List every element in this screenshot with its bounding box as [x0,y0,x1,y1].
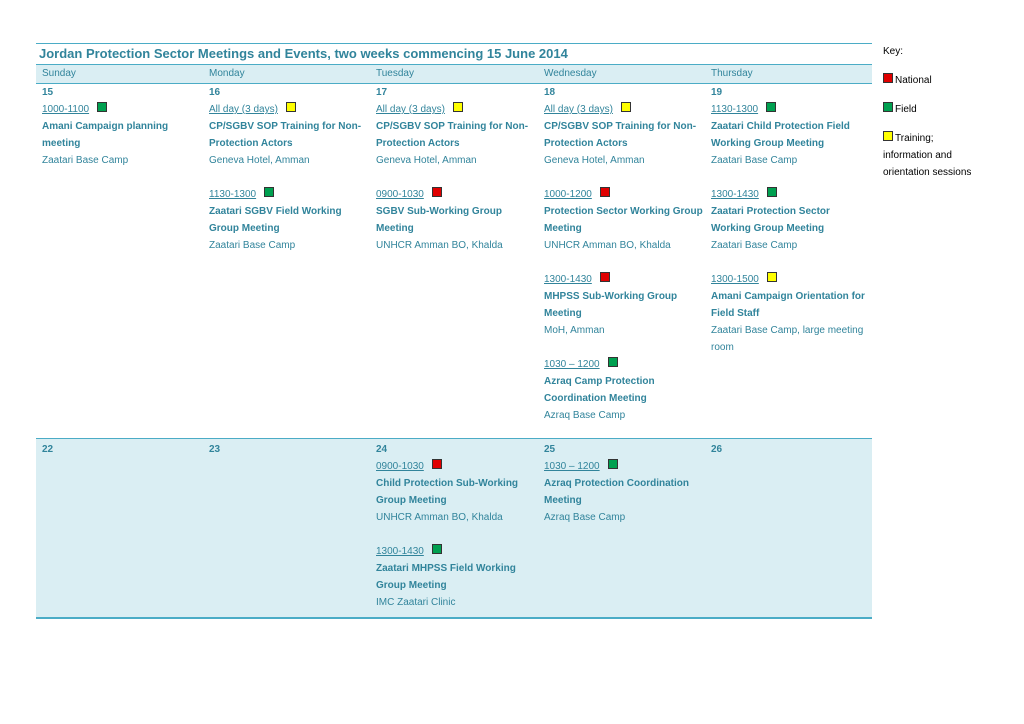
event-time-link[interactable]: 0900-1030 [376,461,424,472]
event-time-link[interactable]: 1000-1100 [42,104,90,115]
day-cell [705,439,872,611]
legend-label: Field [895,104,917,115]
week-row-1 [36,84,872,424]
legend-field-icon [883,102,893,112]
event-title: Amani Campaign Orientation for Field Staff [711,291,865,319]
event-type-field-icon [608,357,618,367]
event-entry [376,186,538,254]
event-type-national-icon [600,272,610,282]
event-entry [376,458,538,526]
event-time-line [711,186,872,203]
day-number: 17 [376,87,388,98]
week-row-2 [36,438,872,619]
legend-national-icon [883,73,893,83]
day-number: 24 [376,444,388,455]
event-time-line [209,101,370,118]
day-cell [370,84,538,424]
legend [883,43,978,181]
calendar-table [36,43,872,619]
day-cell [705,84,872,424]
event-time-line [544,271,705,288]
event-time-link[interactable]: 1130-1300 [711,104,759,115]
event-type-training-icon [621,102,631,112]
event-entry [544,356,705,424]
event-time-line [711,271,872,288]
day-number: 23 [209,444,221,455]
day-number: 25 [544,444,556,455]
event-time-link[interactable]: 1030 – 1200 [544,359,600,370]
event-time-line [711,101,872,118]
legend-item-training [883,130,978,181]
event-type-national-icon [432,459,442,469]
event-title: Zaatari Protection Sector Working Group Meeting [711,206,830,234]
event-title: Azraq Camp Protection Coordination Meeting [544,376,655,404]
event-entry [544,271,705,339]
event-location: Zaatari Base Camp [42,155,129,166]
legend-training-icon [883,131,893,141]
event-title: SGBV Sub-Working Group Meeting [376,206,502,234]
event-location: IMC Zaatari Clinic [376,597,456,608]
event-time-link[interactable]: 1300-1500 [711,274,759,285]
event-type-national-icon [600,187,610,197]
event-location: Zaatari Base Camp [711,155,798,166]
day-header-sunday: Sunday [42,68,76,79]
event-time-line [544,356,705,373]
day-cell [370,439,538,611]
event-title: MHPSS Sub-Working Group Meeting [544,291,678,319]
day-header-tuesday: Tuesday [376,68,414,79]
event-type-training-icon [453,102,463,112]
event-title: Amani Campaign planning meeting [42,121,169,149]
day-number: 26 [711,444,723,455]
event-time-line [376,186,538,203]
event-location: Geneva Hotel, Amman [544,155,645,166]
event-type-training-icon [767,272,777,282]
day-header-row [36,65,872,84]
event-time-link[interactable]: 1130-1300 [209,189,257,200]
event-time-link[interactable]: All day (3 days) [376,104,445,115]
event-time-link[interactable]: 1300-1430 [711,189,759,200]
event-type-field-icon [608,459,618,469]
event-title: Zaatari Child Protection Field Working Group Meeting [711,121,850,149]
event-entry [209,101,370,169]
event-type-national-icon [432,187,442,197]
event-type-field-icon [264,187,274,197]
event-location: UNHCR Amman BO, Khalda [544,240,671,251]
event-type-field-icon [432,544,442,554]
event-time-line [544,186,705,203]
event-type-field-icon [767,187,777,197]
day-number: 18 [544,87,556,98]
event-location: Zaatari Base Camp [711,240,798,251]
event-location: UNHCR Amman BO, Khalda [376,512,503,523]
day-number: 16 [209,87,221,98]
day-cell [36,84,203,424]
day-number: 19 [711,87,723,98]
event-time-line [42,101,203,118]
event-location: MoH, Amman [544,325,605,336]
event-location: Azraq Base Camp [544,512,626,523]
legend-label: Training; information and orientation sessions [883,133,972,178]
event-entry [42,101,203,169]
day-header-monday: Monday [209,68,245,79]
event-time-line [376,101,538,118]
event-title: CP/SGBV SOP Training for Non-Protection Actors [376,121,529,149]
event-time-line [544,101,705,118]
legend-title: Key: [883,46,904,57]
event-time-link[interactable]: 1300-1430 [376,546,424,557]
event-type-field-icon [766,102,776,112]
day-cell [538,84,705,424]
event-type-training-icon [286,102,296,112]
event-entry [544,458,705,526]
event-location: Zaatari Base Camp [209,240,296,251]
day-header-wednesday: Wednesday [543,68,597,79]
event-title: Zaatari SGBV Field Working Group Meeting [209,206,342,234]
day-cell [203,439,370,611]
day-cell [203,84,370,424]
event-location: Geneva Hotel, Amman [209,155,310,166]
event-location: UNHCR Amman BO, Khalda [376,240,503,251]
legend-item-field [883,101,978,118]
calendar-title: Jordan Protection Sector Meetings and Events, two weeks commencing 15 June 2014 [36,43,872,65]
day-number: 15 [42,87,54,98]
event-title: CP/SGBV SOP Training for Non-Protection Actors [544,121,697,149]
event-time-line [544,458,705,475]
legend-label: National [895,75,932,86]
event-entry [209,186,370,254]
event-entry [711,101,872,169]
day-cell [36,439,203,611]
event-location: Zaatari Base Camp, large meeting room [711,325,864,353]
event-time-link[interactable]: All day (3 days) [209,104,278,115]
day-cell [538,439,705,611]
event-time-line [209,186,370,203]
event-entry [376,543,538,611]
event-entry [544,186,705,254]
event-title: Zaatari MHPSS Field Working Group Meeting [376,563,516,591]
event-entry [711,271,872,356]
event-entry [544,101,705,169]
event-entry [711,186,872,254]
event-time-line [376,543,538,560]
event-location: Geneva Hotel, Amman [376,155,477,166]
event-title: Child Protection Sub-Working Group Meeting [376,478,519,506]
event-time-link[interactable]: 1000-1200 [544,189,592,200]
event-title: CP/SGBV SOP Training for Non-Protection Actors [209,121,362,149]
event-type-field-icon [97,102,107,112]
day-header-thursday: Thursday [710,68,753,79]
event-title: Azraq Protection Coordination Meeting [544,478,689,506]
legend-item-national [883,72,978,89]
day-number: 22 [42,444,54,455]
event-time-link[interactable]: 0900-1030 [376,189,424,200]
event-time-line [376,458,538,475]
event-time-link[interactable]: 1300-1430 [544,274,592,285]
event-time-link[interactable]: All day (3 days) [544,104,613,115]
event-title: Protection Sector Working Group Meeting [544,206,703,234]
event-entry [376,101,538,169]
event-location: Azraq Base Camp [544,410,626,421]
event-time-link[interactable]: 1030 – 1200 [544,461,600,472]
